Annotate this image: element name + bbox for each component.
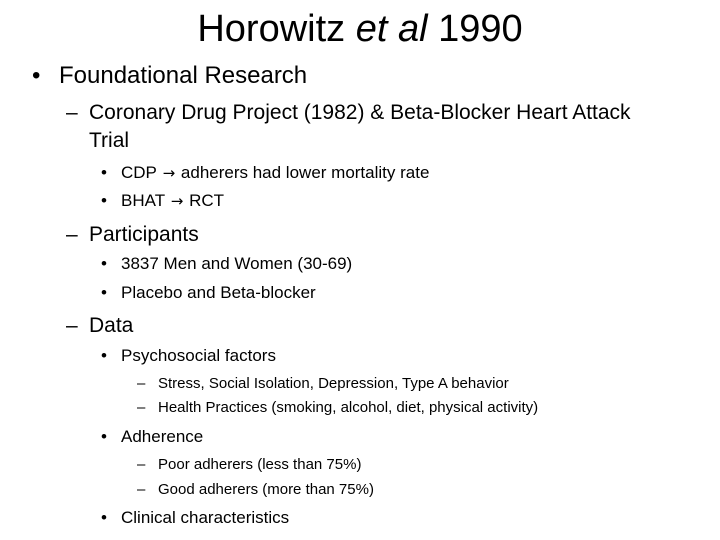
cdp-result: adherers had lower mortality rate xyxy=(180,163,430,182)
dash-icon: – xyxy=(137,481,146,498)
title-main: Horowitz xyxy=(197,8,356,50)
dash-icon: – xyxy=(137,456,146,473)
dash-icon: – xyxy=(66,314,78,337)
psychosocial-item: Health Practices (smoking, alcohol, diet, physical activity) xyxy=(158,399,539,416)
bullet-icon: • xyxy=(32,62,41,89)
title-italic: et al xyxy=(355,8,428,50)
coronary-line-1: Coronary Drug Project (1982) & Beta-Blocker Heart Attack xyxy=(89,101,631,124)
bullet-icon: • xyxy=(101,191,107,210)
dash-icon: – xyxy=(66,223,78,246)
cdp-label: CDP xyxy=(121,163,157,182)
participants-item: Placebo and Beta-blocker xyxy=(121,283,316,302)
slide-title xyxy=(0,6,720,52)
dash-icon: – xyxy=(66,101,78,124)
heading-participants: Participants xyxy=(89,223,199,246)
heading-data: Data xyxy=(89,314,134,337)
cdp-item xyxy=(121,162,429,184)
dash-icon: – xyxy=(137,399,146,416)
participants-item: 3837 Men and Women (30-69) xyxy=(121,254,353,273)
adherence-label: Adherence xyxy=(121,427,204,446)
dash-icon: – xyxy=(137,375,146,392)
heading-foundational: Foundational Research xyxy=(59,62,308,89)
clinical-label: Clinical characteristics xyxy=(121,508,290,527)
bullet-icon: • xyxy=(101,163,107,182)
adherence-item: Poor adherers (less than 75%) xyxy=(158,456,362,473)
adherence-item: Good adherers (more than 75%) xyxy=(158,481,374,498)
title-year: 1990 xyxy=(427,8,523,50)
bhat-result: RCT xyxy=(189,191,225,210)
bullet-icon: • xyxy=(101,283,107,302)
bullet-icon: • xyxy=(101,427,107,446)
bullet-icon: • xyxy=(101,508,107,527)
bhat-item xyxy=(121,190,224,212)
psychosocial-item: Stress, Social Isolation, Depression, Type A behavior xyxy=(158,375,509,392)
coronary-line-2: Trial xyxy=(89,129,130,152)
bullet-icon: • xyxy=(101,346,107,365)
arrow-right-icon: → xyxy=(170,192,184,210)
psychosocial-label: Psychosocial factors xyxy=(121,346,276,365)
bhat-label: BHAT xyxy=(121,191,166,210)
bullet-icon: • xyxy=(101,254,107,273)
arrow-right-icon: → xyxy=(162,164,176,182)
